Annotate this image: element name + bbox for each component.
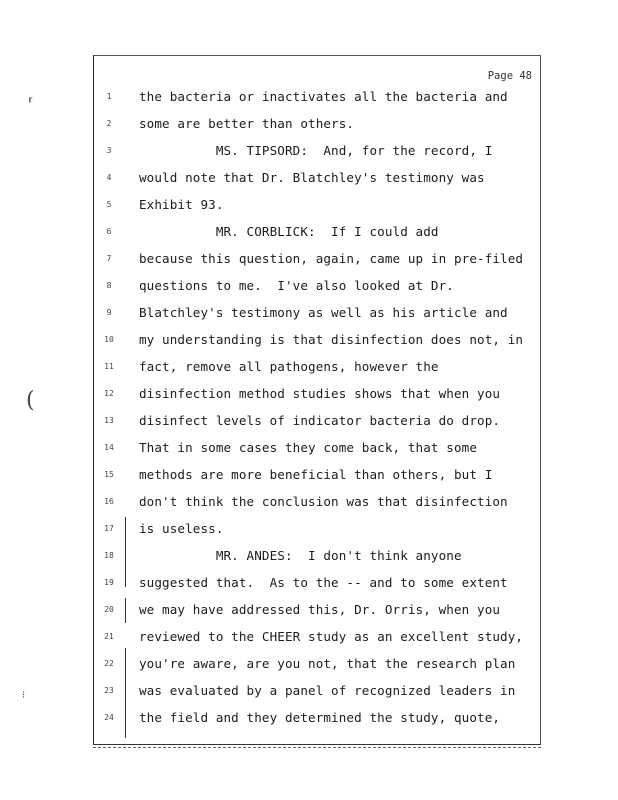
transcript-line <box>94 521 540 547</box>
line-number: 12 <box>104 389 114 398</box>
line-text: methods are more beneficial than others, but I <box>139 467 493 482</box>
transcript-line <box>94 710 540 736</box>
line-text: don't think the conclusion was that disinfection <box>139 494 508 509</box>
line-text: we may have addressed this, Dr. Orris, when you <box>139 602 501 617</box>
line-number: 9 <box>106 308 112 317</box>
line-text: disinfection method studies shows that when you <box>139 386 501 401</box>
transcript-line <box>94 332 540 358</box>
line-text: is useless. <box>139 521 224 536</box>
margin-change-bar <box>125 598 126 623</box>
line-number: 20 <box>104 605 114 614</box>
line-number: 18 <box>104 551 114 560</box>
margin-change-bar <box>125 517 126 587</box>
line-number: 8 <box>106 281 112 290</box>
line-number: 15 <box>104 470 114 479</box>
transcript-line <box>94 305 540 331</box>
transcript-line <box>94 386 540 412</box>
line-number: 6 <box>106 227 112 236</box>
line-number: 5 <box>106 200 112 209</box>
line-text: my understanding is that disinfection does not, in <box>139 332 524 347</box>
line-number: 1 <box>106 92 112 101</box>
transcript-line <box>94 224 540 250</box>
line-text: fact, remove all pathogens, however the <box>139 359 439 374</box>
line-number: 16 <box>104 497 114 506</box>
line-text: would note that Dr. Blatchley's testimony was <box>139 170 485 185</box>
line-number: 19 <box>104 578 114 587</box>
line-number: 3 <box>106 146 112 155</box>
transcript-line <box>94 170 540 196</box>
line-number: 10 <box>104 335 114 344</box>
line-number: 21 <box>104 632 114 641</box>
transcript-line <box>94 413 540 439</box>
line-text: you're aware, are you not, that the research plan <box>139 656 516 671</box>
line-text: Blatchley's testimony as well as his article and <box>139 305 508 320</box>
line-text: MS. TIPSORD: And, for the record, I <box>139 143 493 158</box>
line-text: the bacteria or inactivates all the bacteria and <box>139 89 508 104</box>
line-text: was evaluated by a panel of recognized leaders in <box>139 683 516 698</box>
line-text: Exhibit 93. <box>139 197 224 212</box>
line-number: 4 <box>106 173 112 182</box>
line-text: reviewed to the CHEER study as an excellent study, <box>139 629 524 644</box>
scan-mark-icon: ⁝ <box>22 690 26 701</box>
transcript-line <box>94 629 540 655</box>
transcript-line <box>94 656 540 682</box>
scan-mark-icon: ⸢ <box>28 96 34 112</box>
line-number: 13 <box>104 416 114 425</box>
transcript-line <box>94 467 540 493</box>
scan-edge-noise <box>93 744 541 748</box>
transcript-line <box>94 89 540 115</box>
transcript-line <box>94 602 540 628</box>
line-text: because this question, again, came up in pre-filed <box>139 251 524 266</box>
transcript-line <box>94 278 540 304</box>
line-text: disinfect levels of indicator bacteria do drop. <box>139 413 501 428</box>
line-text: the field and they determined the study, quote, <box>139 710 501 725</box>
transcript-page <box>93 55 541 745</box>
line-number: 22 <box>104 659 114 668</box>
line-number: 11 <box>104 362 114 371</box>
transcript-line <box>94 116 540 142</box>
line-number: 2 <box>106 119 112 128</box>
line-number: 24 <box>104 713 114 722</box>
line-text: That in some cases they come back, that some <box>139 440 478 455</box>
page-number: Page 48 <box>487 70 532 82</box>
transcript-line <box>94 575 540 601</box>
line-text: some are better than others. <box>139 116 355 131</box>
transcript-line <box>94 197 540 223</box>
transcript-line <box>94 548 540 574</box>
transcript-line <box>94 440 540 466</box>
transcript-line <box>94 494 540 520</box>
line-number: 14 <box>104 443 114 452</box>
transcript-line <box>94 251 540 277</box>
margin-change-bar <box>125 648 126 738</box>
scan-mark-icon: ( <box>26 388 35 413</box>
line-text: MR. ANDES: I don't think anyone <box>139 548 462 563</box>
line-text: suggested that. As to the -- and to some extent <box>139 575 508 590</box>
line-number: 23 <box>104 686 114 695</box>
line-number: 17 <box>104 524 114 533</box>
transcript-line <box>94 143 540 169</box>
line-text: MR. CORBLICK: If I could add <box>139 224 439 239</box>
transcript-line <box>94 683 540 709</box>
line-number: 7 <box>106 254 112 263</box>
transcript-line <box>94 359 540 385</box>
line-text: questions to me. I've also looked at Dr. <box>139 278 454 293</box>
